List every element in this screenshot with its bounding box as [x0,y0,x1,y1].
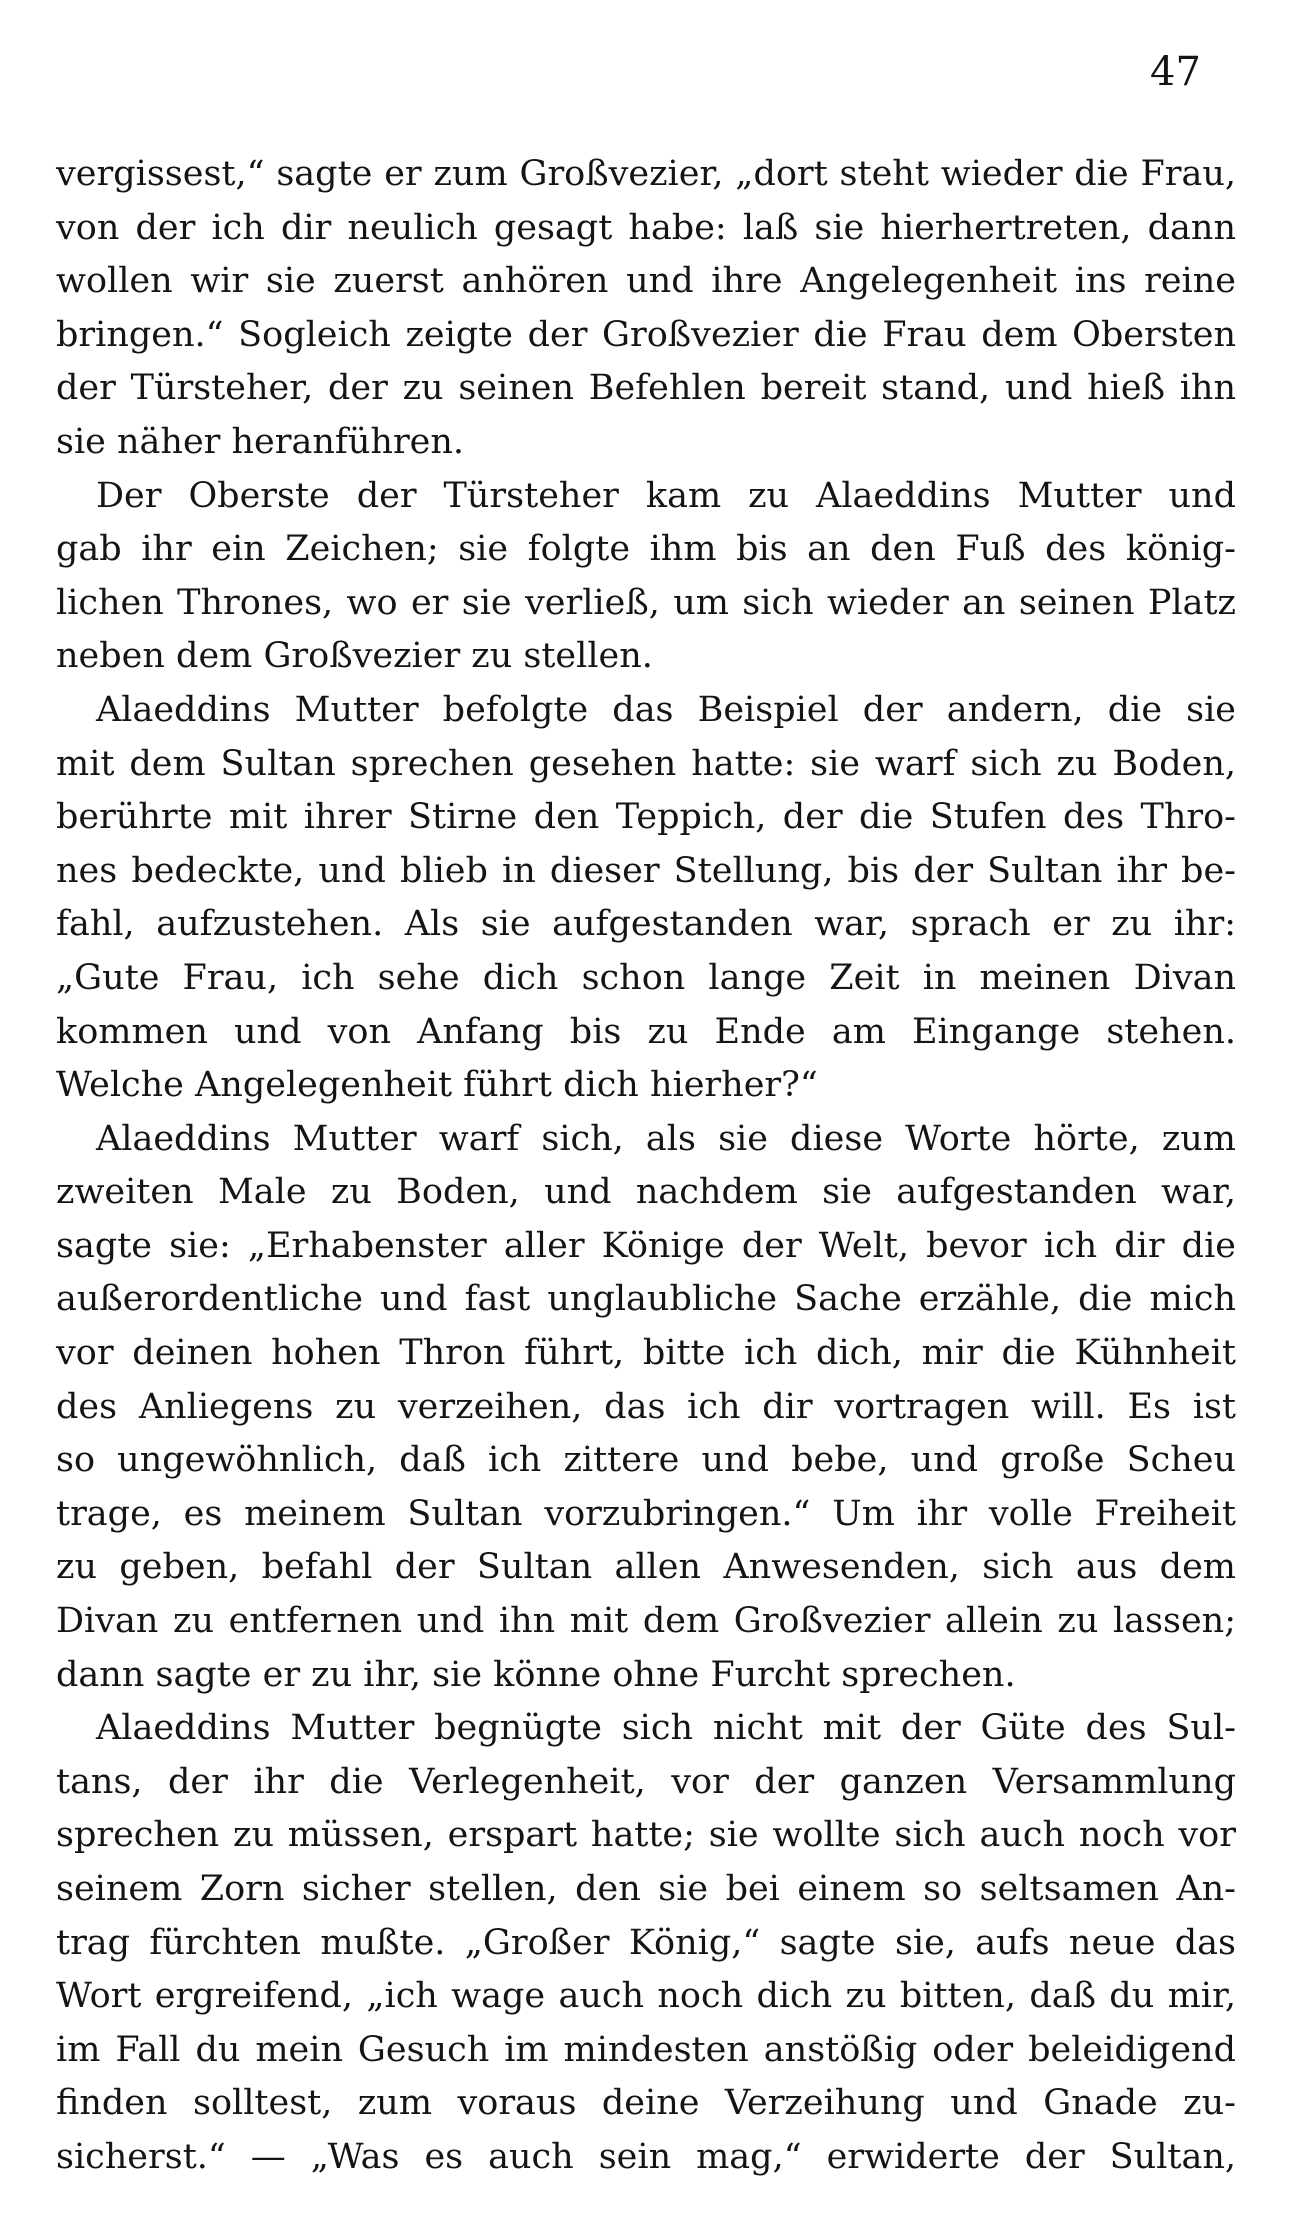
text-line: von der ich dir neulich gesagt habe: laß sie hierhertreten, dann [56,207,1236,248]
text-line: sie näher heranführen. [56,421,465,462]
text-line: fahl, aufzustehen. Als sie aufgestanden war, sprach er zu ihr: [56,904,1236,945]
text-line: lichen Thrones, wo er sie verließ, um sich wieder an seinen Platz [56,582,1236,623]
text-line: tans, der ihr die Verlegenheit, vor der ganzen Versammlung [56,1761,1236,1802]
text-line: Alaeddins Mutter warf sich, als sie diese Worte hörte, zum [96,1118,1236,1159]
page-number: 47 [1150,49,1201,95]
text-line: seinem Zorn sicher stellen, den sie bei einem so seltsamen An- [56,1869,1236,1909]
text-line: so ungewöhnlich, daß ich zittere und bebe, und große Scheu [56,1440,1236,1481]
text-line: Welche Angelegenheit führt dich hierher?“ [56,1065,818,1106]
text-line: Alaeddins Mutter befolgte das Beispiel der andern, die sie [96,689,1236,730]
text-line: finden solltest, zum voraus deine Verzeihung und Gnade zu- [56,2083,1236,2124]
text-line: vor deinen hohen Thron führt, bitte ich dich, mir die Kühnheit [56,1333,1236,1374]
text-line: außerordentliche und fast unglaubliche Sache erzähle, die mich [56,1279,1236,1320]
text-line: neben dem Großvezier zu stellen. [56,636,653,677]
text-line: sprechen zu müssen, erspart hatte; sie wollte sich auch noch vor [56,1815,1236,1856]
text-line: nes bedeckte, und blieb in dieser Stellung, bis der Sultan ihr be- [56,850,1236,891]
text-line: mit dem Sultan sprechen gesehen hatte: sie warf sich zu Boden, [56,743,1236,784]
text-line: zu geben, befahl der Sultan allen Anwesenden, sich aus dem [56,1547,1236,1588]
text-line: sicherst.“ — „Was es auch sein mag,“ erwiderte der Sultan, [56,2136,1236,2177]
body-text [56,148,1236,2185]
text-line: Wort ergreifend, „ich wage auch noch dich zu bitten, daß du mir, [56,1976,1236,2017]
text-line: im Fall du mein Gesuch im mindesten anstößig oder beleidigend [56,2029,1236,2070]
text-line: gab ihr ein Zeichen; sie folgte ihm bis an den Fuß des könig- [56,529,1236,570]
text-line: Divan zu entfernen und ihn mit dem Großvezier allein zu lassen; [56,1601,1236,1642]
text-line: trage, es meinem Sultan vorzubringen.“ Um ihr volle Freiheit [56,1493,1236,1534]
text-line: trag fürchten mußte. „Großer König,“ sagte sie, aufs neue das [56,1922,1236,1963]
text-line: wollen wir sie zuerst anhören und ihre Angelegenheit ins reine [56,261,1236,302]
text-line: „Gute Frau, ich sehe dich schon lange Zeit in meinen Divan [56,957,1236,998]
text-line: bringen.“ Sogleich zeigte der Großvezier die Frau dem Obersten [56,314,1236,355]
text-line: vergissest,“ sagte er zum Großvezier, „dort steht wieder die Frau, [56,154,1236,194]
text-line: sagte sie: „Erhabenster aller Könige der Welt, bevor ich dir die [56,1225,1236,1266]
text-line: des Anliegens zu verzeihen, das ich dir vortragen will. Es ist [56,1386,1236,1427]
text-line: dann sagte er zu ihr, sie könne ohne Furcht sprechen. [56,1654,1016,1695]
text-line: Der Oberste der Türsteher kam zu Alaeddins Mutter und [96,475,1236,516]
text-line: Alaeddins Mutter begnügte sich nicht mit der Güte des Sul- [96,1708,1236,1749]
text-line: der Türsteher, der zu seinen Befehlen bereit stand, und hieß ihn [56,368,1236,409]
text-line: zweiten Male zu Boden, und nachdem sie aufgestanden war, [56,1172,1236,1213]
text-line: kommen und von Anfang bis zu Ende am Eingange stehen. [56,1011,1236,1052]
text-line: berührte mit ihrer Stirne den Teppich, der die Stufen des Thro- [56,797,1236,838]
